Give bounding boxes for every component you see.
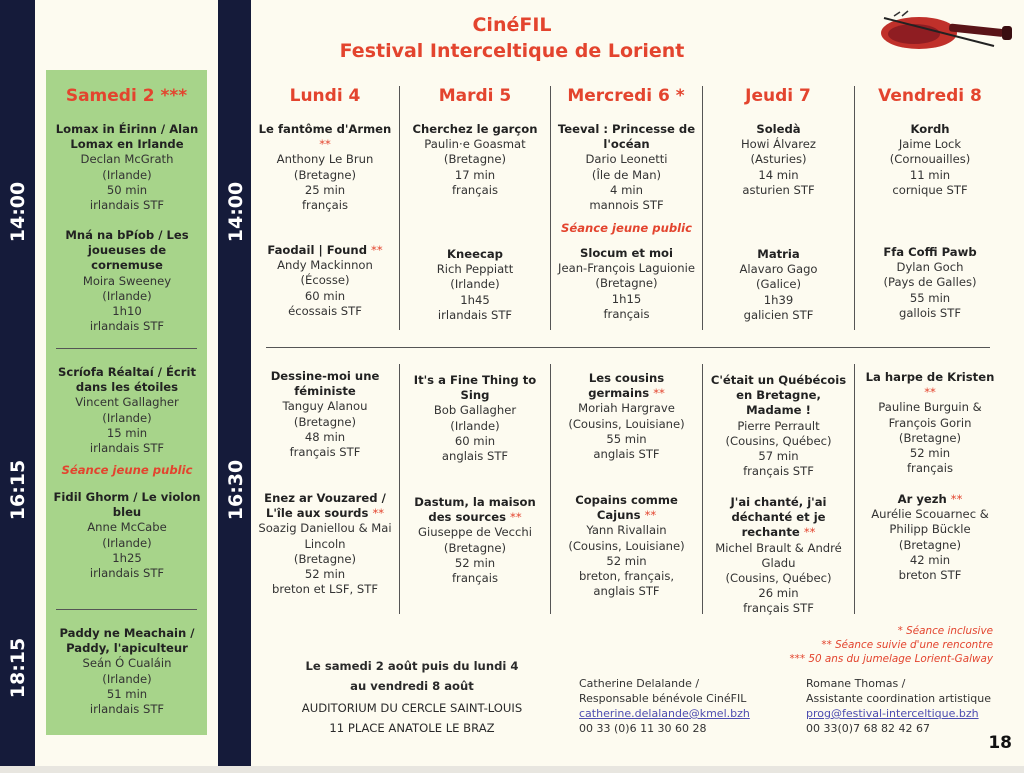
film-duration: 14 min — [758, 167, 799, 182]
legend-inclusive: * Séance inclusive — [897, 625, 993, 637]
film-country: (Cousins, Québec) — [725, 433, 832, 448]
film-duration: 55 min — [909, 290, 951, 305]
encounter-marker: ** — [371, 243, 383, 257]
film-mardi-1400-a — [406, 122, 544, 198]
column-divider — [854, 86, 855, 330]
film-director: Pauline Burguin & François Gorin — [878, 400, 982, 430]
film-title: Teeval : Princesse de l'océan — [557, 122, 696, 152]
film-language: anglais STF — [441, 449, 509, 464]
film-director: Andy Mackinnon — [277, 258, 373, 273]
film-duration: 52 min — [304, 567, 346, 582]
time-label-1615: 16:15 — [7, 459, 29, 521]
film-director: Declan McGrath — [80, 152, 174, 167]
violin-illustration — [874, 8, 1014, 58]
film-duration: 1h25 — [112, 550, 142, 565]
film-language: breton STF — [898, 568, 962, 583]
film-country: (Bretagne) — [293, 414, 357, 429]
film-director: Jean-François Laguionie — [558, 261, 695, 276]
encounter-marker: ** — [803, 525, 816, 540]
film-country: (Cousins, Louisiane) — [568, 416, 685, 431]
legend — [789, 624, 993, 666]
column-divider — [399, 364, 400, 614]
film-director: Moira Sweeney — [82, 273, 172, 288]
film-duration: 25 min — [304, 182, 346, 197]
film-director: Dylan Goch — [896, 260, 964, 275]
contact-role: Assistante coordination artistique — [806, 692, 991, 705]
film-director: Pierre Perrault — [737, 418, 820, 433]
film-country: (Bretagne) — [293, 167, 357, 182]
film-language: irlandais STF — [89, 319, 165, 334]
film-language: gallois STF — [898, 305, 962, 320]
contact-phone: 00 33 (0)6 11 30 60 28 — [579, 722, 707, 735]
day-jeudi: Jeudi 7 — [745, 86, 811, 106]
film-country: (Galice) — [755, 277, 802, 292]
film-title: Enez ar Vouzared / L'île aux sourds — [264, 491, 386, 521]
contact-email-link[interactable]: catherine.delalande@kmel.bzh — [579, 707, 750, 720]
film-lundi-1400-a — [258, 122, 392, 213]
film-director: Alavaro Gago — [739, 262, 818, 277]
film-title: Dessine-moi une féministe — [270, 369, 380, 399]
dates-line-1: Le samedi 2 août puis du lundi 4 — [305, 659, 519, 673]
film-title: Scríofa Réaltaí / Écrit dans les étoiles — [57, 365, 197, 395]
film-title: Le fantôme d'Armen — [258, 122, 392, 136]
film-language: français — [301, 198, 349, 213]
legend-encounter: ** Séance suivie d'une rencontre — [821, 639, 993, 651]
film-director: Tanguy Alanou — [282, 399, 368, 414]
film-title: Les cousins germains — [588, 371, 665, 401]
film-country: (Irlande) — [102, 671, 152, 686]
film-duration: 1h15 — [611, 291, 642, 306]
film-duration: 1h10 — [112, 304, 142, 319]
film-director: Giuseppe de Vecchi — [418, 525, 532, 540]
film-title: Faodail | Found — [267, 243, 367, 257]
time-label-mid-1400: 14:00 — [225, 181, 247, 243]
film-lundi-1630-a — [258, 369, 392, 460]
film-mercredi-1400-a — [557, 122, 696, 213]
contact-role: Responsable bénévole CinéFIL — [579, 692, 747, 705]
film-country: (Asturies) — [750, 152, 807, 167]
film-title: J'ai chanté, j'ai déchanté et je rechante — [730, 495, 827, 540]
encounter-marker: ** — [510, 510, 522, 525]
film-mardi-1400-b — [406, 247, 544, 323]
film-saturday-1 — [52, 122, 202, 213]
film-saturday-2 — [52, 228, 202, 334]
film-title: Soledà — [756, 122, 801, 136]
contact-email-link[interactable]: prog@festival-interceltique.bzh — [806, 707, 979, 720]
festival-dates — [272, 656, 552, 696]
film-country: (Bretagne) — [595, 276, 658, 291]
film-mardi-1630-b — [406, 495, 544, 586]
film-language: français STF — [743, 601, 814, 616]
film-country: (Bretagne) — [898, 537, 962, 552]
film-language: français STF — [289, 445, 361, 460]
contact-name: Catherine Delalande / — [579, 677, 700, 690]
film-director: Yann Rivallain — [586, 523, 667, 538]
film-director: Paulin·e Goasmat — [424, 137, 526, 152]
film-duration: 1h45 — [460, 292, 490, 307]
youth-session-label-saturday: Séance jeune public — [61, 463, 193, 477]
film-title: Fidil Ghorm / Le violon bleu — [53, 490, 201, 520]
encounter-marker: ** — [653, 386, 665, 401]
film-jeudi-1630-b — [709, 495, 848, 617]
film-language: asturien STF — [742, 182, 815, 197]
film-jeudi-1400-a — [709, 122, 848, 198]
film-language: breton, français, anglais STF — [578, 569, 675, 599]
legend-twinning: *** 50 ans du jumelage Lorient-Galway — [789, 653, 993, 665]
column-divider — [550, 86, 551, 330]
encounter-marker: ** — [644, 508, 657, 523]
film-country: (Bretagne) — [898, 430, 962, 445]
film-mardi-1630-a — [406, 373, 544, 464]
film-duration: 52 min — [454, 555, 496, 570]
film-saturday-4 — [52, 490, 202, 581]
time-label-1815: 18:15 — [7, 637, 29, 699]
film-country: (Écosse) — [300, 273, 350, 288]
column-divider — [550, 364, 551, 614]
film-duration: 60 min — [454, 433, 496, 448]
film-director: Anthony Le Brun — [276, 152, 374, 167]
film-title: Dastum, la maison des sources — [414, 495, 536, 525]
day-vendredi: Vendredi 8 — [878, 86, 982, 106]
film-director: Bob Gallagher — [433, 403, 517, 418]
contact-phone: 00 33(0)7 68 82 42 67 — [806, 722, 931, 735]
column-divider — [854, 364, 855, 614]
film-language: anglais STF — [593, 447, 660, 462]
film-duration: 26 min — [758, 586, 799, 601]
film-director: Aurélie Scouarnec & Philipp Bückle — [871, 507, 989, 537]
film-title: It's a Fine Thing to Sing — [413, 373, 537, 403]
film-language: cornique STF — [892, 182, 968, 197]
film-director: Anne McCabe — [87, 520, 167, 535]
film-director: Vincent Gallagher — [75, 395, 179, 410]
film-country: (Cornouailles) — [889, 152, 971, 167]
film-country: (Irlande) — [450, 277, 500, 292]
day-samedi: Samedi 2 *** — [65, 86, 188, 106]
film-title: Kordh — [910, 122, 950, 136]
page-title: CinéFIL — [472, 14, 552, 36]
encounter-marker: ** — [950, 492, 963, 506]
venue-name: AUDITORIUM DU CERCLE SAINT-LOUIS — [301, 701, 523, 715]
venue-info — [272, 698, 552, 738]
day-mardi: Mardi 5 — [438, 86, 512, 106]
film-country: (Irlande) — [102, 288, 152, 303]
film-country: (Irlande) — [102, 410, 152, 425]
film-jeudi-1630-a — [709, 373, 848, 479]
film-duration: 52 min — [909, 446, 951, 461]
film-lundi-1630-b — [258, 491, 392, 597]
film-title: C'était un Québécois en Bretagne, Madame ! — [710, 373, 847, 418]
encounter-marker: ** — [319, 137, 331, 152]
film-director: Jaime Lock — [898, 137, 962, 152]
page-subtitle: Festival Interceltique de Lorient — [339, 40, 685, 62]
film-country: (Île de Man) — [591, 167, 662, 182]
film-country: (Cousins, Québec) — [725, 571, 832, 586]
film-duration: 60 min — [304, 288, 346, 303]
film-language: français — [451, 571, 499, 586]
day-lundi: Lundi 4 — [289, 86, 361, 106]
film-director: Moriah Hargrave — [578, 401, 675, 416]
film-language: français STF — [743, 464, 814, 479]
film-duration: 51 min — [106, 686, 148, 701]
encounter-marker: ** — [924, 385, 936, 400]
film-duration: 55 min — [606, 431, 647, 446]
film-vendredi-1630-a — [860, 370, 1000, 476]
film-language: galicien STF — [743, 307, 814, 322]
film-director: Michel Brault & André Gladu — [715, 540, 842, 570]
column-divider — [702, 364, 703, 614]
session-divider — [266, 347, 990, 348]
film-language: écossais STF — [288, 303, 362, 318]
venue-address: 11 PLACE ANATOLE LE BRAZ — [329, 721, 495, 735]
film-director: Rich Peppiatt — [436, 262, 514, 277]
bottom-strip — [0, 766, 1024, 773]
film-country: (Irlande) — [102, 535, 152, 550]
film-vendredi-1630-b — [860, 492, 1000, 583]
day-mercredi: Mercredi 6 * — [567, 86, 685, 106]
film-title: Lomax in Éirinn / Alan Lomax en Irlande — [55, 122, 199, 152]
film-vendredi-1400-b — [860, 245, 1000, 321]
film-language: irlandais STF — [89, 702, 165, 717]
dates-line-2: au vendredi 8 août — [350, 679, 474, 693]
contact-catherine — [579, 676, 750, 736]
film-duration: 48 min — [304, 429, 346, 444]
film-duration: 57 min — [758, 449, 799, 464]
film-title: Copains comme Cajuns — [575, 493, 678, 523]
film-title: Cherchez le garçon — [412, 122, 538, 136]
film-title: Slocum et moi — [580, 246, 673, 260]
time-label-1400: 14:00 — [7, 181, 29, 243]
film-country: (Bretagne) — [293, 551, 357, 566]
film-director: Dario Leonetti — [585, 152, 668, 167]
film-saturday-3 — [52, 365, 202, 456]
film-director: Howi Álvarez — [740, 137, 817, 152]
saturday-divider-1 — [56, 348, 197, 349]
film-duration: 11 min — [909, 167, 951, 182]
page-number: 18 — [988, 733, 1012, 753]
film-country: (Irlande) — [102, 167, 152, 182]
film-duration: 1h39 — [763, 292, 794, 307]
saturday-divider-2 — [56, 609, 197, 610]
film-title: Mná na bPíob / Les joueuses de cornemuse — [65, 228, 189, 273]
film-language: irlandais STF — [89, 441, 165, 456]
time-label-mid-1630: 16:30 — [225, 459, 247, 521]
film-lundi-1400-b — [258, 243, 392, 319]
column-divider — [702, 86, 703, 330]
youth-session-label-wednesday: Séance jeune public — [561, 221, 692, 235]
film-duration: 4 min — [610, 182, 643, 197]
film-country: (Cousins, Louisiane) — [568, 538, 685, 553]
encounter-marker: ** — [372, 506, 385, 521]
film-language: français — [603, 306, 650, 321]
film-language: irlandais STF — [89, 566, 165, 581]
film-duration: 52 min — [606, 553, 647, 568]
film-language: irlandais STF — [437, 307, 513, 322]
film-title: Kneecap — [447, 247, 503, 261]
film-vendredi-1400-a — [860, 122, 1000, 198]
film-duration: 50 min — [106, 182, 148, 197]
film-director: Seán Ó Cualáin — [82, 656, 172, 671]
film-country: (Pays de Galles) — [883, 275, 977, 290]
contact-name: Romane Thomas / — [806, 677, 906, 690]
film-language: irlandais STF — [89, 198, 165, 213]
film-mercredi-1630-a — [557, 371, 696, 462]
film-title: Matria — [757, 247, 800, 261]
film-title: Paddy ne Meachain / Paddy, l'apiculteur — [59, 626, 195, 656]
film-saturday-5 — [52, 626, 202, 717]
film-mercredi-1630-b — [557, 493, 696, 599]
film-duration: 15 min — [106, 425, 148, 440]
film-jeudi-1400-b — [709, 247, 848, 323]
film-language: français — [906, 461, 954, 476]
film-duration: 42 min — [909, 552, 951, 567]
film-title: Ar yezh — [897, 492, 947, 506]
film-director: Soazig Daniellou & Mai Lincoln — [258, 521, 392, 551]
film-language: breton et LSF, STF — [271, 582, 378, 597]
film-title: La harpe de Kristen — [865, 370, 995, 384]
film-duration: 17 min — [454, 167, 496, 182]
middle-time-bar — [218, 0, 251, 773]
film-country: (Irlande) — [450, 418, 500, 433]
film-country: (Bretagne) — [443, 540, 507, 555]
film-mercredi-1400-b — [557, 246, 696, 322]
column-divider — [399, 86, 400, 330]
film-language: français — [451, 182, 499, 197]
film-language: mannois STF — [589, 198, 664, 213]
contact-romane — [806, 676, 991, 736]
film-country: (Bretagne) — [443, 152, 507, 167]
film-title: Ffa Coffi Pawb — [883, 245, 977, 259]
